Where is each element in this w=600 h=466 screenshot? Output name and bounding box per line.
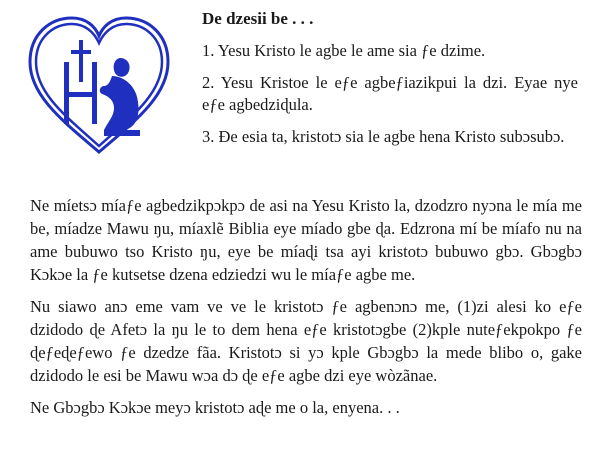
section-heading: De dzesii be . . . (202, 9, 314, 28)
heart-cross-logo (24, 10, 174, 160)
point-3: 3. Ɖe esia ta, kristotɔ sia le agbe hena Kristo subɔsubɔ. (202, 127, 565, 146)
point-2: 2. Yesu Kristoe le eƒe agbeƒiazikpui la dzi. Eyae nye eƒe agbedziɖula. (202, 73, 578, 114)
body-text (30, 194, 582, 428)
paragraph-3: Ne Gbɔgbɔ Kɔkɔe meyɔ kristotɔ aɖe me o la, enyena. . . (30, 398, 400, 417)
key-points-section (202, 8, 578, 158)
heart-with-cross-and-praying-figure-icon (24, 10, 174, 160)
paragraph-2: Nu siawo anɔ eme vam ve ve le kristotɔ ƒe agbenɔnɔ me, (1)zi alesi ko eƒe dzidodo ɖe Afetɔ la ŋu le to dem hena eƒe kristotɔgbe (2)kple nuteƒekpokpo ƒe ɖeƒeɖeƒewo ƒe dzedze fãa. Kristotɔ si yɔ kple Gbɔgbɔ la mede blibo o, gake dzidodo le esi be Mawu wɔa dɔ ɖe eƒe agbe dzi eye wòzãnae. (30, 297, 582, 385)
point-1: 1. Yesu Kristo le agbe le ame sia ƒe dzime. (202, 41, 486, 60)
paragraph-1: Ne míetsɔ míaƒe agbedzikpɔkpɔ de asi na Yesu Kristo la, dzodzro nyɔna le mía me be, míadze Mawu ŋu, míaxlẽ Biblia eye míado gbe ɖa. Edzrona mí be míafo nu na ame bubuwo tso Kristo ŋu, eye be míaɖi tsa ayi kristotɔ bubuwo gbɔ. Gbɔgbɔ Kɔkɔe la ƒe kutsetse dzena edziedzi wu le míaƒe agbe me. (30, 196, 582, 284)
